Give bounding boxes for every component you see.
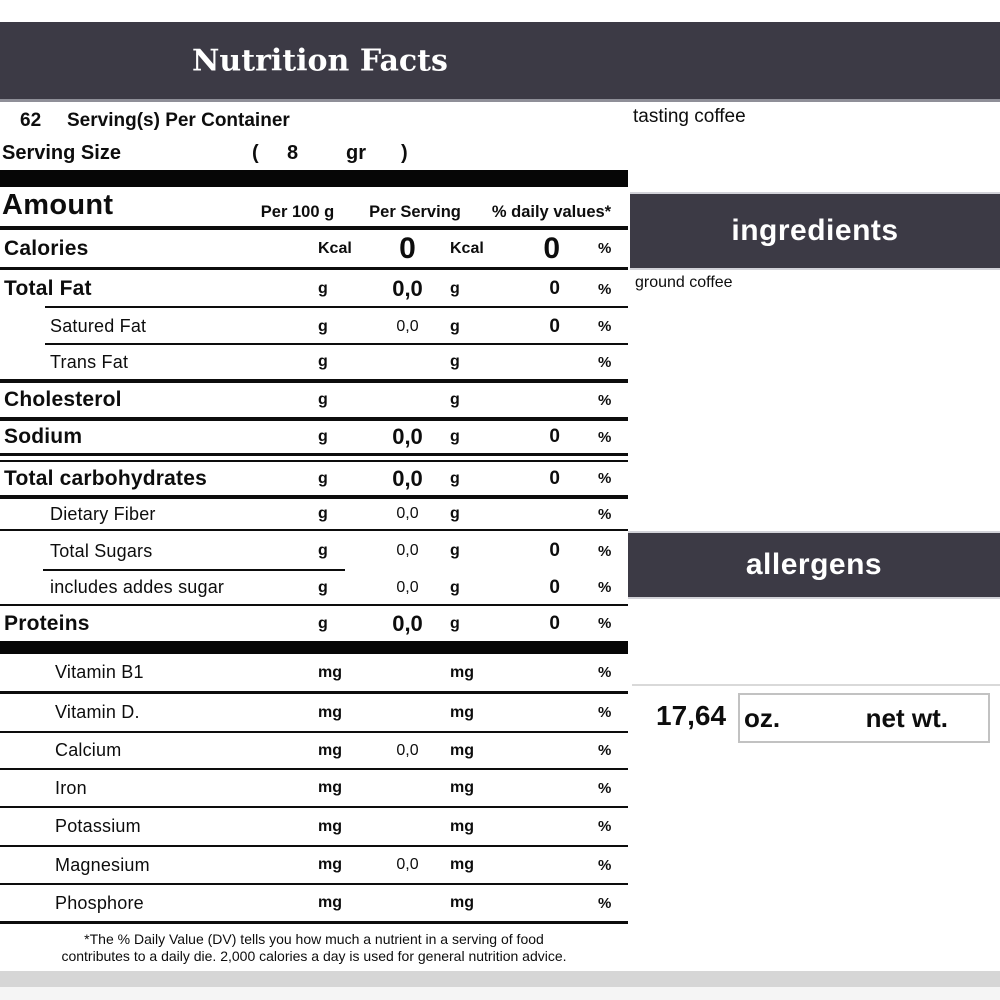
serving-size-value: 8	[287, 142, 299, 164]
unit-per-serving: g	[450, 317, 460, 335]
unit-per-serving: g	[450, 469, 460, 487]
value-per-100g: 0,0	[392, 610, 423, 636]
value-per-100g: 0,0	[392, 424, 423, 449]
percent-symbol: %	[598, 240, 612, 257]
allergens-banner	[628, 531, 1000, 599]
unit-per-serving: g	[450, 542, 460, 559]
nutrition-row-total-sugars	[0, 531, 628, 571]
percent-symbol: %	[598, 470, 612, 487]
servings-count: 62	[20, 110, 42, 131]
column-header-amount: Amount	[2, 189, 114, 221]
daily-value-footnote	[0, 931, 628, 965]
unit-per-100g: g	[318, 391, 328, 408]
percent-symbol: %	[598, 615, 612, 632]
unit-per-serving: g	[450, 428, 460, 445]
value-daily: 0	[543, 231, 560, 265]
net-weight-unit: oz.	[744, 702, 781, 733]
value-per-100g: 0,0	[396, 505, 419, 522]
net-weight-value: 17,64	[656, 700, 727, 731]
net-weight-divider-line	[632, 684, 1000, 686]
value-per-100g: 0,0	[396, 578, 419, 596]
unit-per-100g: mg	[318, 703, 342, 721]
footnote-line-1: *The % Daily Value (DV) tells you how much a nutrient in a serving of food	[84, 931, 544, 947]
value-daily: 0	[549, 612, 560, 634]
column-header-per-serving: Per Serving	[369, 203, 461, 221]
nutrition-row-trans-fat	[0, 345, 628, 383]
unit-per-serving: g	[450, 353, 460, 370]
value-per-100g: 0,0	[392, 465, 423, 491]
row-label: Potassium	[55, 816, 141, 836]
unit-per-100g: mg	[318, 663, 342, 681]
nutrition-row-dietary-fiber	[0, 499, 628, 531]
unit-per-serving: g	[450, 505, 460, 522]
value-daily: 0	[549, 576, 560, 598]
page-title: Nutrition Facts	[192, 43, 448, 78]
value-per-100g: 0,0	[396, 542, 419, 559]
nutrition-row-calories	[0, 230, 628, 270]
row-label: Iron	[55, 777, 87, 798]
unit-per-100g: g	[318, 505, 328, 522]
servings-count-label: Serving(s) Per Container	[67, 110, 290, 131]
nutrition-row-includes-addes-sugar	[0, 571, 628, 606]
unit-per-100g: mg	[318, 894, 342, 911]
row-label: Dietary Fiber	[50, 503, 156, 524]
nutrition-row-vitamin-d	[0, 694, 628, 733]
percent-symbol: %	[598, 664, 612, 681]
row-label: Total carbohydrates	[4, 466, 207, 490]
nutrition-facts-panel	[0, 102, 628, 965]
ingredients-value: ground coffee	[635, 274, 733, 291]
row-label: Trans Fat	[50, 351, 129, 372]
unit-per-100g: g	[318, 614, 328, 632]
percent-symbol: %	[598, 318, 612, 335]
row-label: Sodium	[4, 425, 83, 448]
unit-per-100g: mg	[318, 741, 342, 759]
serving-size-label: Serving Size	[2, 142, 121, 164]
divider-bar-middle	[0, 641, 628, 654]
percent-symbol: %	[598, 818, 612, 835]
bottom-gray-strip	[0, 971, 1000, 987]
percent-symbol: %	[598, 779, 612, 797]
nutrition-row-total-carbohydrates	[0, 462, 628, 499]
value-daily: 0	[549, 278, 560, 299]
nutrition-row-satured-fat	[0, 308, 628, 345]
bottom-light-strip	[0, 987, 1000, 1000]
percent-symbol: %	[598, 742, 612, 759]
unit-per-serving: g	[450, 391, 460, 408]
unit-per-serving: mg	[450, 894, 474, 911]
net-weight-label: net wt.	[865, 702, 948, 733]
percent-symbol: %	[598, 505, 612, 523]
row-label: Calories	[4, 236, 89, 260]
nutrition-row-calcium	[0, 733, 628, 770]
row-label: Proteins	[4, 611, 90, 635]
percent-symbol: %	[598, 579, 612, 596]
nutrition-row-magnesium	[0, 847, 628, 885]
unit-per-serving: Kcal	[450, 239, 484, 257]
value-daily: 0	[549, 426, 560, 447]
value-daily: 0	[549, 467, 560, 489]
unit-per-serving: g	[450, 280, 460, 297]
percent-symbol: %	[598, 704, 612, 721]
unit-per-serving: mg	[450, 856, 474, 873]
unit-per-serving: mg	[450, 817, 474, 835]
unit-per-serving: g	[450, 578, 460, 596]
column-header-per-100g: Per 100 g	[260, 203, 335, 221]
unit-per-100g: g	[318, 353, 328, 370]
value-daily: 0	[549, 315, 560, 337]
row-label: Satured Fat	[50, 316, 147, 336]
flavor-text: tasting coffee	[633, 106, 746, 127]
unit-per-100g: g	[318, 280, 328, 297]
value-per-100g: 0	[399, 231, 416, 265]
nutrient-rows-main	[0, 230, 628, 641]
unit-per-serving: mg	[450, 663, 474, 681]
unit-per-100g: g	[318, 542, 328, 559]
unit-per-serving: mg	[450, 703, 474, 721]
percent-symbol: %	[598, 391, 612, 409]
unit-per-100g: g	[318, 317, 328, 335]
close-paren: )	[401, 142, 408, 164]
row-label: Magnesium	[55, 854, 150, 875]
row-label: Phosphore	[55, 892, 144, 913]
row-label: Cholesterol	[4, 388, 122, 411]
nutrient-rows-minerals	[0, 654, 628, 924]
value-per-100g: 0,0	[396, 317, 419, 335]
header-bar	[0, 22, 1000, 102]
unit-per-100g: mg	[318, 817, 342, 835]
servings-per-container-line	[0, 102, 628, 140]
percent-symbol: %	[598, 542, 612, 560]
row-label: Calcium	[55, 740, 122, 760]
row-label: Total Sugars	[50, 540, 153, 561]
serving-size-unit: gr	[346, 142, 366, 164]
allergens-banner-title: allergens	[745, 548, 883, 581]
open-paren: (	[252, 142, 259, 164]
nutrition-row-vitamin-b1	[0, 654, 628, 694]
unit-per-100g: g	[318, 578, 328, 596]
nutrition-row-cholesterol	[0, 383, 628, 421]
ingredients-banner-title: ingredients	[731, 214, 899, 247]
nutrition-row-phosphore	[0, 885, 628, 924]
nutrition-row-iron	[0, 770, 628, 808]
value-per-100g: 0,0	[396, 741, 419, 759]
nutrition-row-sodium	[0, 421, 628, 456]
row-label: Vitamin B1	[55, 662, 144, 682]
percent-symbol: %	[598, 856, 612, 874]
nutrition-row-potassium	[0, 808, 628, 847]
percent-symbol: %	[598, 353, 612, 371]
unit-per-serving: g	[450, 614, 460, 632]
unit-per-100g: mg	[318, 856, 342, 873]
column-header-daily-values: % daily values*	[491, 203, 612, 221]
unit-per-100g: Kcal	[318, 239, 352, 257]
serving-size-line	[0, 140, 628, 170]
net-weight-box	[738, 693, 990, 743]
unit-per-100g: g	[318, 469, 328, 487]
footnote-line-2: contributes to a daily die. 2,000 calories a day is used for general nutrition advice.	[61, 948, 567, 964]
unit-per-serving: mg	[450, 779, 474, 796]
ingredients-banner	[630, 192, 1000, 270]
row-label: Total Fat	[4, 277, 92, 300]
unit-per-100g: mg	[318, 779, 342, 796]
divider-bar-top	[0, 170, 628, 187]
row-label: Vitamin D.	[55, 702, 140, 722]
value-daily: 0	[549, 540, 560, 561]
unit-per-serving: mg	[450, 741, 474, 759]
unit-per-100g: g	[318, 428, 328, 445]
value-per-100g: 0,0	[396, 856, 419, 873]
value-per-100g: 0,0	[392, 276, 423, 301]
row-label: includes addes sugar	[50, 577, 225, 597]
percent-symbol: %	[598, 280, 612, 298]
percent-symbol: %	[598, 894, 612, 912]
nutrition-row-proteins	[0, 606, 628, 641]
nutrition-row-total-fat	[0, 270, 628, 308]
table-header-row	[0, 187, 628, 230]
percent-symbol: %	[598, 428, 612, 446]
